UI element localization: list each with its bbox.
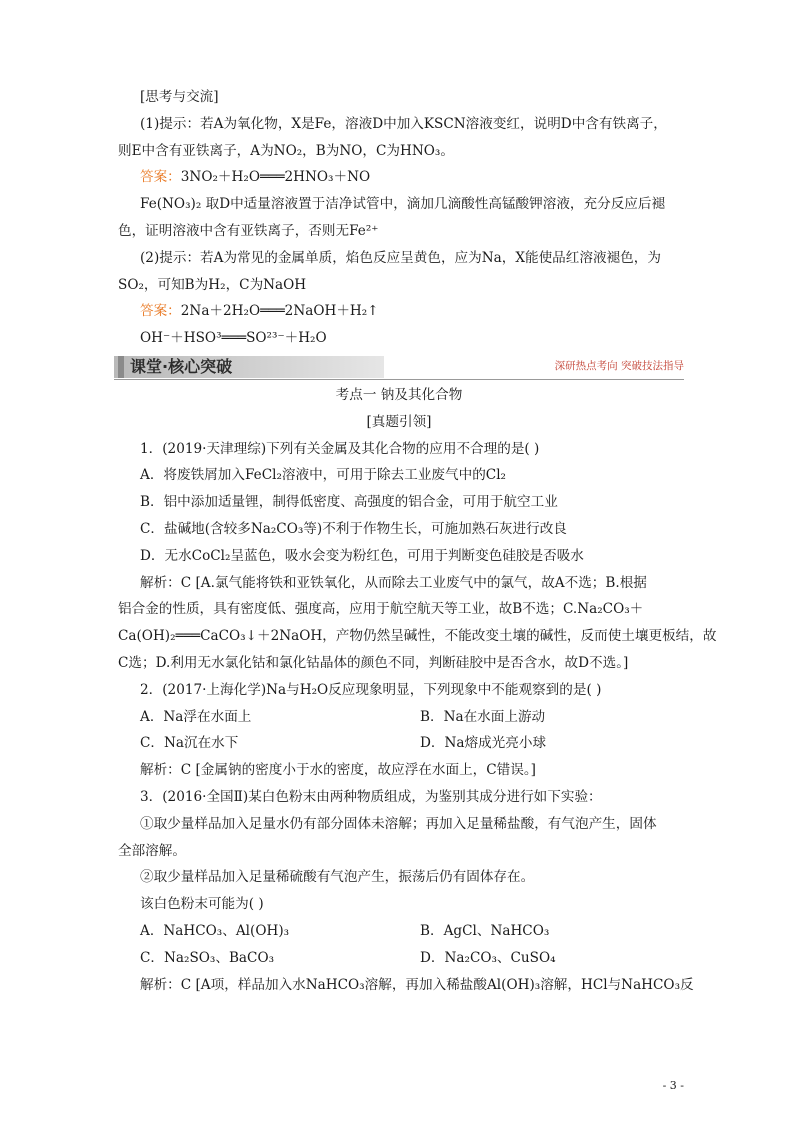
answer-text: 2Na＋2H₂O═══2NaOH＋H₂↑ <box>180 303 379 320</box>
q3-step2: ②取少量样品加入足量稀硫酸有气泡产生，振荡后仍有固体存在。 <box>140 869 535 886</box>
answer-line-3: OH⁻＋HSO³═══SO²³⁻＋H₂O <box>140 330 327 347</box>
q3-option-d: D．Na₂CO₃、CuSO₄ <box>420 949 556 966</box>
q2-option-d: D．Na熔成光亮小球 <box>420 735 547 752</box>
answer-line-2 <box>118 298 680 325</box>
q1-option-a: A．将废铁屑加入FeCl₂溶液中，可用于除去工业废气中的Cl₂ <box>140 467 507 484</box>
q3-ask: 该白色粉末可能为( ) <box>140 896 264 913</box>
page-content <box>118 84 717 998</box>
banner-subtitle: 深研热点考向 突破技法指导 <box>554 359 684 372</box>
banner-divider <box>114 379 684 380</box>
q1-explain-3: Ca(OH)₂═══CaCO₃↓＋2NaOH，产物仍然呈碱性，不能改变土壤的碱性，反而使土壤更板结，故 <box>118 628 717 645</box>
q3-options-cd <box>118 945 680 972</box>
think-heading: [思考与交流] <box>140 89 219 105</box>
q2-options-ab <box>118 704 680 731</box>
think-p1: (1)提示：若A为氧化物，X是Fe，溶液D中加入KSCN溶液变红，说明D中含有铁离子， <box>140 115 667 132</box>
think-p3: Fe(NO₃)₂ 取D中适量溶液置于洁净试管中，滴加几滴酸性高锰酸钾溶液，充分反应后褪 <box>140 196 666 213</box>
answer-label: 答案： <box>140 169 181 186</box>
q1-option-c: C．盐碱地(含较多Na₂CO₃等)不利于作物生长，可施加熟石灰进行改良 <box>140 520 567 537</box>
q1-explain-4: C选；D.利用无水氯化钴和氯化钴晶体的颜色不同，判断硅胶中是否含水，故D不选。] <box>118 654 629 671</box>
think-p5: (2)提示：若A为常见的金属单质，焰色反应呈黄色，应为Na，X能使品红溶液褪色，为 <box>140 249 661 266</box>
answer-label: 答案： <box>140 303 181 320</box>
q2-explain-1: 解析：C [金属钠的密度小于水的密度，故应浮在水面上，C错误。] <box>140 762 536 779</box>
q1-explain-2: 铝合金的性质，具有密度低、强度高，应用于航空航天等工业，故B不选；C.Na₂CO₃＋ <box>118 601 644 618</box>
q3-explain-1: 解析：C [A项，样品加入水NaHCO₃溶解，再加入稀盐酸Al(OH)₃溶解，HCl与NaHCO₃反 <box>140 976 694 993</box>
q1-stem: 1．(2019·天津理综)下列有关金属及其化合物的应用不合理的是( ) <box>140 440 540 457</box>
page-number: - 3 - <box>662 1079 684 1092</box>
banner-title: 课堂·核心突破 <box>130 356 233 376</box>
q3-option-b: B．AgCl、NaHCO₃ <box>420 922 550 939</box>
q3-step1-cont: 全部溶解。 <box>118 842 186 859</box>
section-subtitle: [真题引领] <box>366 413 432 430</box>
think-p4: 色，证明溶液中含有亚铁离子，否则无Fe²⁺ <box>118 222 379 239</box>
q2-option-a: A．Na浮在水面上 <box>140 708 252 725</box>
q2-option-c: C．Na沉在水下 <box>140 735 239 752</box>
banner-stripe <box>118 356 124 378</box>
q3-step1: ①取少量样品加入足量水仍有部分固体未溶解；再加入足量稀盐酸，有气泡产生，固体 <box>140 815 657 832</box>
think-p6: SO₂，可知B为H₂，C为NaOH <box>118 276 307 293</box>
section-banner <box>114 354 684 380</box>
q1-option-d: D．无水CoCl₂呈蓝色，吸水会变为粉红色，可用于判断变色硅胶是否吸水 <box>140 547 584 564</box>
q1-explain-1: 解析：C [A.氯气能将铁和亚铁氧化，从而除去工业废气中的氯气，故A不选；B.根据 <box>140 574 647 591</box>
think-p2: 则E中含有亚铁离子，A为NO₂，B为NO，C为HNO₃。 <box>118 142 454 159</box>
q3-option-a: A．NaHCO₃、Al(OH)₃ <box>140 922 290 939</box>
q2-option-b: B．Na在水面上游动 <box>420 708 546 725</box>
q3-stem: 3．(2016·全国Ⅱ)某白色粉末由两种物质组成，为鉴别其成分进行如下实验： <box>140 788 602 805</box>
section-title: 考点一 钠及其化合物 <box>335 386 463 403</box>
answer-line-1 <box>118 164 680 191</box>
q3-option-c: C．Na₂SO₃、BaCO₃ <box>140 949 275 966</box>
q1-option-b: B．铝中添加适量锂，制得低密度、高强度的铝合金，可用于航空工业 <box>140 494 558 511</box>
q2-stem: 2．(2017·上海化学)Na与H₂O反应现象明显，下列现象中不能观察到的是( ) <box>140 681 602 698</box>
q3-options-ab <box>118 918 680 945</box>
answer-text: 3NO₂＋H₂O═══2HNO₃＋NO <box>180 169 371 186</box>
q2-options-cd <box>118 730 680 757</box>
